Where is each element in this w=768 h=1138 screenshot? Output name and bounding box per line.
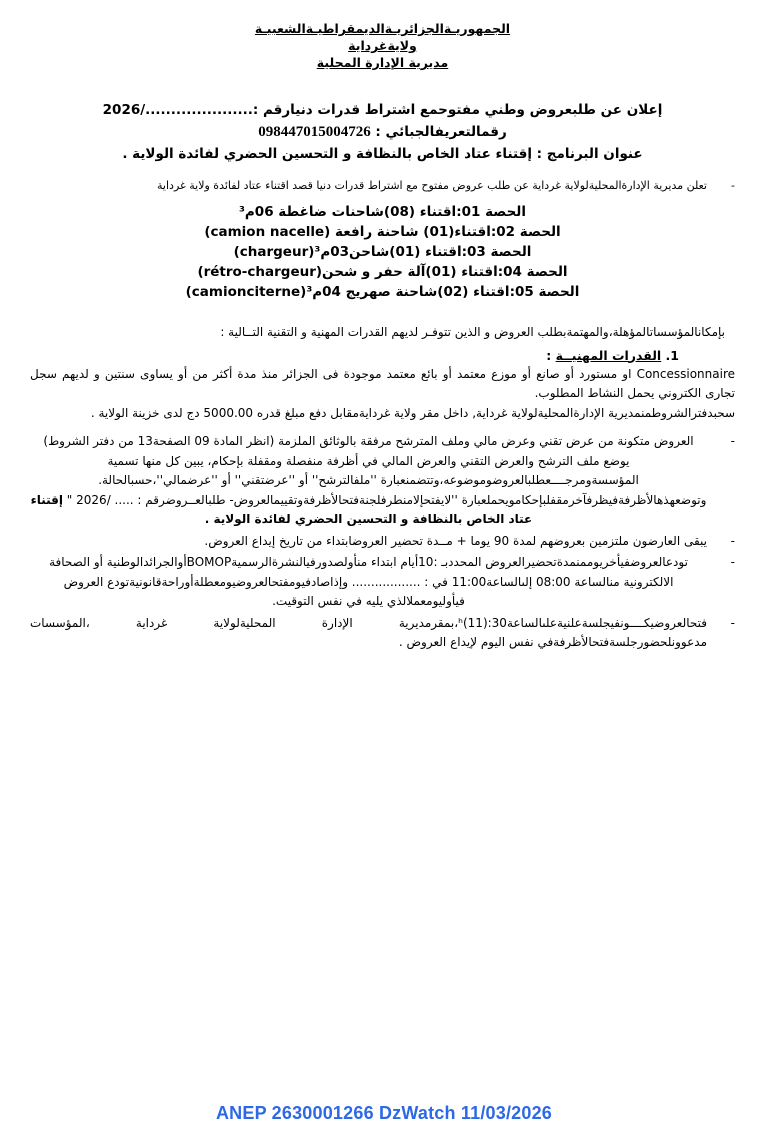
tax-id-value: 098447015004726 <box>258 124 371 140</box>
lots-list <box>30 202 735 302</box>
anep-footer: ANEP 2630001266 DzWatch 11/03/2026 <box>215 1103 553 1123</box>
deposit-deadline-text: تودعالعروضفيأخريوممنمدةتحضيرالعروض المحددبـ :10أيام ابتداء منأولصدورفيالنشرةالرسميةBOMOPأوالجرائدالوطنية أو الصحافة الالكترونية منالساعة 08:00 إلىالساعة11:00 في : .................. وإذاصادفيومفتحالعروضيومعطلةأوراحةقانونيةتودع العروض فيأوليومعملالذي يليه في نفس التوقيت. <box>49 555 688 608</box>
offers-composition-body: العروض متكونة من عرض تقني وعرض مالي وملف المترشح مرفقة بالوثائق الملزمة (انظر المادة 09 الصفحة13 من دفتر الشروط) يوضع ملف الترشح والعرض التقني والعرض المالي في أظرفة منفصلة ومقفلة بإحكام، يبين كل منها تسمية المؤسسةومرجــــعطلبالعروضوموضوعه،وتتضمنعبارة ''ملفالترشح'' أو ''عرضتقني'' أو ''عرضمالي''،حسبالحالة. وتوضعهذهالأظرفةفيظرفآخرمقفلبإحكامويحملعبارة ''لايفتحإلامنطرفلجنةفتحالأظرفةوتقييمالعروض- طلبالعــروضرقم : ..... /2026 " <box>43 434 707 507</box>
opening-session-bullet <box>30 614 735 653</box>
bullet-dash: - <box>730 533 735 548</box>
lot-item-2: الحصة 02:اقتناء(01) شاحنة رافعة (camion nacelle) <box>204 224 561 240</box>
header-directorate: مديرية الإدارة المحلية <box>316 55 449 70</box>
header-wilaya: ولايةغرداية <box>348 38 417 53</box>
lot-item-4: الحصة 04:اقتناء (01)آلة حفر و شحن(rétro-chargeur) <box>197 264 568 280</box>
section-1-colon: : <box>546 347 556 363</box>
tender-title-line: إعلان عن طلبعروض وطني مفتوحمع اشتراط قدرات دنيارقم :...................../2026 <box>102 102 663 118</box>
intro-bullet-text: تعلن مديرية الإدارةالمحليةلولاية غرداية عن طلب عروض مفتوح مع اشتراط قدرات دنيا قصد اقتناء عتاد لفائدة ولاية غرداية <box>157 179 707 192</box>
offer-validity-bullet <box>30 532 735 552</box>
tax-id-label: رقمالتعريفالجبائي : <box>370 124 507 140</box>
bullet-dash: - <box>730 434 735 448</box>
offer-validity-text: يبقى العارضون ملتزمين بعروضهم لمدة 90 يوما + مــدة تحضير العروضابتداء من تاريخ إيداع العروض. <box>204 533 707 548</box>
program-title-line: عنوان البرنامج : إقتناء عتاد الخاص بالنظافة و التحسين الحضري لفائدة الولاية . <box>122 146 643 162</box>
lot-item-3: الحصة 03:اقتناء (01)شاحن03م³(chargeur) <box>233 244 532 260</box>
conditions-list <box>30 432 735 653</box>
section-1-title: القدرات المهنيــة <box>555 347 662 363</box>
section-1-number: 1. <box>661 347 679 363</box>
document-header <box>30 20 735 71</box>
announcement-title-block <box>30 99 735 165</box>
professional-capacity-paragraph: Concessionnaire او مستورد أو صانع أو موزع معتمد أو بائع معتمد موجودة فى الجزائر منذ مدة أكثر من أو يساوى سنتين و لديهم سجل تجارى الكتروني يحمل النشاط المطلوب. <box>30 366 735 400</box>
program-name-bold: إقتناء عتاد الخاص بالنظافة و التحسين الحضري لفائدة الولاية . <box>30 492 533 526</box>
bullet-dash: - <box>731 179 735 192</box>
offers-composition-bullet <box>30 432 735 530</box>
section-1-heading <box>30 346 735 365</box>
booklet-withdrawal-paragraph: سحبدفترالشروطمنمديرية الإدارةالمحليةلولاية غرداية, داخل مقر ولاية غردايةمقابل دفع مبلغ قدره 5000.00 دج لدى خزينة الولاية . <box>90 405 735 420</box>
tax-id-line <box>30 121 735 143</box>
eligibility-intro: بإمكانالمؤسساتالمؤهلة،والمهتمةبطلب العروض و الذين تتوفـر لديهم القدرات المهنية و التقنية التــالية : <box>220 325 725 339</box>
lot-item-5: الحصة 05:اقتناء (02)شاحنة صهريج 04م³(camionciterne) <box>185 284 580 300</box>
header-republic: الجمهوريـةالجزائريـةالديمقراطيـةالشعبيـة <box>254 21 511 36</box>
bullet-dash: - <box>730 555 735 569</box>
offers-composition-text <box>30 432 707 530</box>
lot-item-1: الحصة 01:اقتناء (08)شاحنات ضاغطة 06م³ <box>238 204 527 220</box>
deposit-deadline-bullet <box>30 553 735 612</box>
bullet-dash: - <box>730 615 735 630</box>
intro-bullet <box>30 178 735 193</box>
opening-session-text: فتحالعروضيكــــونفيجلسةعلنيةعلىالساعة30:ʰ(11)،بمقرمديرية الإدارة المحليةلولاية غرداية ،المؤسسات مدعوونلحضورجلسةفتحالأظرفةفي نفس اليوم لإيداع العروض . <box>30 615 707 649</box>
